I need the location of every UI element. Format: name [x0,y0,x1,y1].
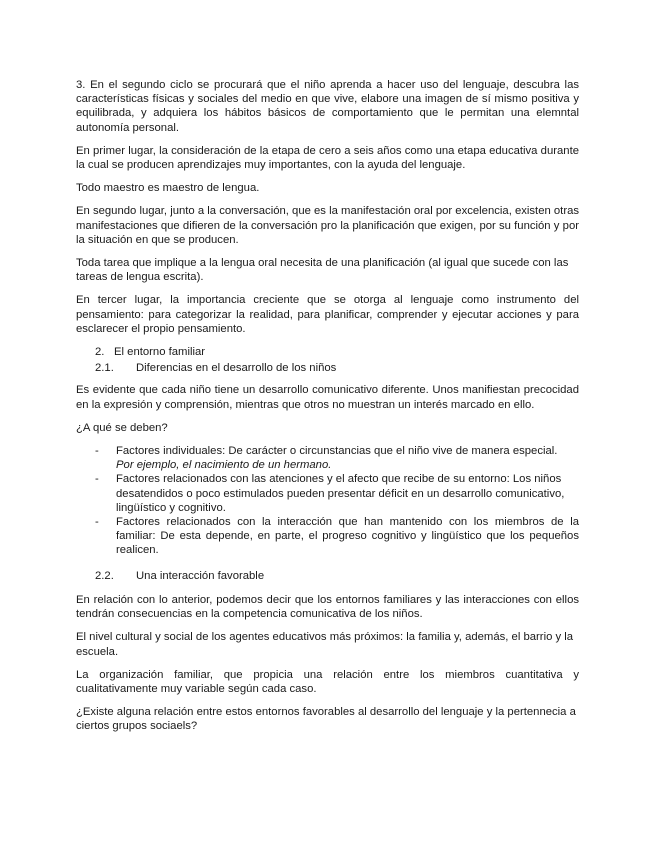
paragraph: En tercer lugar, la importancia creciente que se otorga al lenguaje como instrumento del pensamiento: para categorizar la realidad, para planificar, comprender y ejecutar acciones y para esclarecer el propio pensamiento. [76,294,579,335]
factors-list [76,444,579,558]
factor-text: Factores relacionados con las atenciones y el afecto que recibe de su entorno: Los niños desatendidos o poco estimulados pueden presentar déficit en un desarrollo comunicativo, lingüístico y cognitivo. [116,473,565,514]
section-heading-2-1 [76,361,579,375]
paragraph: ¿A qué se deben? [76,421,168,434]
paragraph: La organización familiar, que propicia una relación entre los miembros cuantitativa y cualitativamente muy variable según cada caso. [76,668,579,695]
paragraph: En segundo lugar, junto a la conversación, que es la manifestación oral por excelencia, existen otras manifestaciones que difieren de la conversación pro la planificación que exigen, por su función y por la situación en que se producen. [76,205,580,246]
paragraph: Es evidente que cada niño tiene un desarrollo comunicativo diferente. Unos manifiestan precocidad en la expresión y comprensión, mientras que otros no muestran un interés marcado en ello. [76,384,579,411]
section-heading-2 [76,345,579,359]
dash-bullet: - [95,445,99,458]
heading-number: 2. [95,346,105,359]
factor-text: Factores individuales: De carácter o circunstancias que el niño vive de manera especial. [116,445,558,458]
paragraph: Toda tarea que implique a la lengua oral necesita de una planificación (al igual que sucede con las tareas de lengua escrita). [76,257,569,284]
dash-bullet: - [95,473,99,486]
paragraph: En primer lugar, la consideración de la etapa de cero a seis años como una etapa educativa durante la cual se producen aprendizajes muy importantes, con la ayuda del lenguaje. [76,144,579,172]
paragraph: ¿Existe alguna relación entre estos entornos favorables al desarrollo del lenguaje y la pertennecia a ciertos grupos sociaels? [76,706,576,733]
factor-example: Por ejemplo, el nacimiento de un hermano. [116,459,332,472]
heading-text: El entorno familiar [114,346,206,359]
heading-text: Una interacción favorable [136,569,265,582]
list-item [76,515,579,558]
dash-bullet: - [95,516,99,529]
heading-number: 2.2. [95,569,114,582]
heading-number: 2.1. [95,362,114,375]
factor-text: Factores relacionados con la interacción que han mantenido con los miembros de la familiar: De esta depende, en parte, el progreso cognitivo y lingüístico que los pequeños realicen. [116,516,579,557]
paragraph: El nivel cultural y social de los agentes educativos más próximos: la familia y, además, el barrio y la escuela. [76,631,574,658]
paragraph: 3. En el segundo ciclo se procurará que el niño aprenda a hacer uso del lenguaje, descubra las características físicas y sociales del medio en que vive, elabore una imagen de sí mismo positiva y equilibrada, y adquiera los hábitos básicos de comportamiento que le permitan una elemntal autonomía personal. [76,79,579,134]
heading-text: Diferencias en el desarrollo de los niños [136,362,337,375]
paragraph: Todo maestro es maestro de lengua. [76,182,260,195]
paragraph: En relación con lo anterior, podemos decir que los entornos familiares y las interacciones con ellos tendrán consecuencias en la competencia comunicativa de los niños. [76,593,579,621]
list-item [76,472,579,515]
document-body [76,78,579,743]
section-heading-2-2 [76,569,579,583]
list-item [76,444,579,472]
